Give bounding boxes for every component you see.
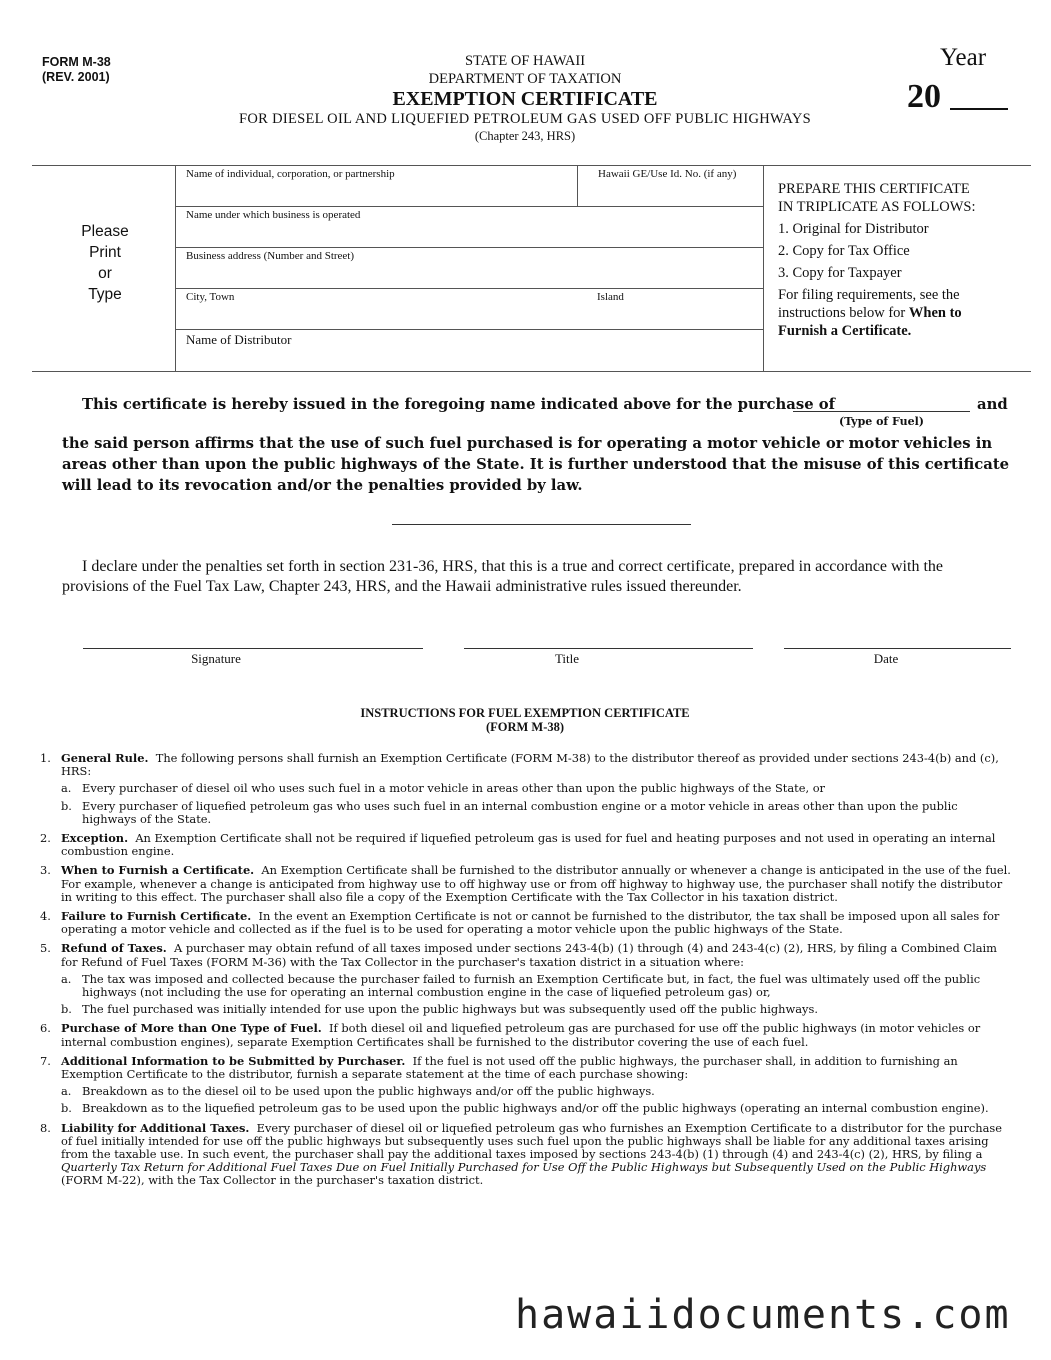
- instruction-number: 3.: [40, 863, 51, 878]
- instruction-subitem: [61, 1102, 1015, 1115]
- date-input[interactable]: [784, 648, 1011, 649]
- instruction-item: [40, 942, 1015, 1016]
- instruction-item: [40, 1122, 1015, 1188]
- business-address-field[interactable]: [176, 248, 762, 288]
- instruction-number: 7.: [40, 1053, 51, 1068]
- instruction-text: An Exemption Certificate shall be furnished to the distributor annually or whenever a change is anticipated in the use of the fuel. For example, whenever a change is anticipated from highway use to off highway use or from off highway to highway use, the purchaser shall notify the distributor in writing to this effect. The purchaser shall also file a copy of the Exemption Certificate with the Tax Collector in his taxation district.: [61, 863, 1011, 904]
- signature-label: Signature: [191, 651, 241, 666]
- please-print-note: [70, 221, 140, 305]
- instruction-text: An Exemption Certificate shall not be required if liquefied petroleum gas is used for fuel and heating purposes and not used in operating an internal combustion engine.: [61, 831, 996, 859]
- city-field-label: City, Town: [186, 291, 235, 303]
- date-label: Date: [873, 651, 899, 666]
- subitem-letter: b.: [61, 1002, 72, 1017]
- instruction-number: 8.: [40, 1120, 51, 1135]
- title-input[interactable]: [464, 648, 753, 649]
- subitem-text: Breakdown as to the diesel oil to be used upon the public highways and/or off the public highways.: [82, 1084, 655, 1099]
- title-label: Title: [554, 651, 580, 666]
- business-name-field[interactable]: [176, 207, 762, 247]
- instruction-heading: Failure to Furnish Certificate.: [61, 909, 252, 924]
- instruction-item: [40, 1022, 1015, 1048]
- instruction-heading: General Rule.: [61, 751, 149, 765]
- instruction-item: [40, 1055, 1015, 1116]
- affirm-statement: the said person affirms that the use of such fuel purchased is for operating a motor vehicle or motor vehicles in areas other than upon the public highways of the State. It is further understood that the misuse of this certificate will lead to its revocation and/or the penalties provided by law.: [62, 435, 1010, 494]
- instruction-subitem: [61, 973, 1015, 999]
- instructions-subtitle: (FORM M-38): [485, 720, 565, 734]
- prepare-item-1: 1. Original for Distributor: [778, 221, 929, 237]
- instruction-heading: Refund of Taxes.: [61, 941, 167, 956]
- instruction-number: 4.: [40, 909, 51, 924]
- instruction-heading: Purchase of More than One Type of Fuel.: [61, 1021, 322, 1036]
- ge-id-field-label: Hawaii GE/Use Id. No. (if any): [598, 168, 737, 180]
- state-name: STATE OF HAWAII: [464, 53, 586, 69]
- prepare-item-2: 2. Copy for Tax Office: [778, 243, 910, 259]
- subitem-text: The tax was imposed and collected because the purchaser failed to furnish an Exemption Certificate but, in fact, the fuel was ultimately used off the public highways (not including the use for operating an internal combustion engine in the case of liquefied petroleum gas) or,: [82, 971, 981, 1000]
- print-word: Print: [89, 244, 121, 261]
- prepare-item-3: 3. Copy for Taxpayer: [778, 265, 902, 281]
- please-word: Please: [81, 223, 129, 240]
- instruction-item: [40, 752, 1015, 826]
- form-right-divider: [763, 165, 764, 371]
- fuel-type-input[interactable]: [793, 411, 970, 412]
- instruction-text: A purchaser may obtain refund of all taxes imposed under sections 243-4(b) (1) through (4) and 243-4(c) (2), HRS, by filing a Combined Claim for Refund of Fuel Taxes (FORM M-36) with the Tax Collector in the purchaser's taxation district in a situation where:: [61, 941, 997, 969]
- island-field-label: Island: [597, 291, 624, 303]
- subitem-letter: a.: [61, 971, 72, 986]
- instruction-subitem: [61, 782, 1015, 795]
- instruction-item: [40, 864, 1015, 904]
- declaration-text: I declare under the penalties set forth in section 231-36, HRS, that this is a true and correct certificate, prepared in accordance with the provisions of the Fuel Tax Law, Chapter 243, HRS, and the Hawaii administrative rules issued thereunder.: [62, 558, 943, 595]
- year-input[interactable]: [950, 108, 1008, 110]
- prepare-line-2: IN TRIPLICATE AS FOLLOWS:: [778, 199, 976, 215]
- instructions-heading: [200, 706, 850, 734]
- city-field[interactable]: [176, 289, 586, 329]
- distributor-field-label: Name of Distributor: [186, 332, 292, 347]
- instructions-title: INSTRUCTIONS FOR FUEL EXEMPTION CERTIFICATE: [360, 706, 690, 720]
- or-word: or: [98, 265, 112, 282]
- filing-line-2: [778, 304, 976, 322]
- instruction-number: 5.: [40, 941, 51, 956]
- year-prefix: 20: [907, 78, 941, 115]
- form-title: EXEMPTION CERTIFICATE: [392, 88, 658, 110]
- instruction-heading: When to Furnish a Certificate.: [61, 863, 255, 878]
- filing-line-2-bold: When to: [908, 305, 962, 321]
- subitem-letter: a.: [61, 1084, 72, 1099]
- instructions-list: [40, 752, 1015, 1194]
- and-word: and: [977, 396, 1008, 413]
- instruction-heading: Liability for Additional Taxes.: [61, 1120, 250, 1135]
- subitem-letter: b.: [61, 1101, 72, 1116]
- instruction-number: 6.: [40, 1021, 51, 1036]
- instruction-number: 2.: [40, 831, 51, 846]
- form-m22-title: Quarterly Tax Return for Additional Fuel Taxes Due on Fuel Initially Purchased for Use Off the Public Highways but Subsequently Used on the Public Highways: [61, 1160, 987, 1175]
- issued-statement: This certificate is hereby issued in the foregoing name indicated above for the purchase of: [82, 396, 836, 413]
- filing-line-2-text: instructions below for: [778, 305, 906, 321]
- name-field-label: Name of individual, corporation, or partnership: [186, 168, 395, 180]
- name-field[interactable]: [176, 166, 576, 206]
- island-field[interactable]: [586, 289, 762, 329]
- instruction-heading: Additional Information to be Submitted by Purchaser.: [61, 1053, 406, 1068]
- instruction-text: The following persons shall furnish an Exemption Certificate (FORM M-38) to the distributor thereof as provided under sections 243-4(b) and (c), HRS:: [61, 751, 999, 779]
- instruction-subitem: [61, 800, 1015, 826]
- filing-line-3: Furnish a Certificate.: [778, 323, 912, 339]
- instruction-text: In the event an Exemption Certificate is not or cannot be furnished to the distributor, the tax shall be imposed upon all sales for operating a motor vehicle and collected as if the fuel is to be used for operating a motor vehicle upon the public highways of the State.: [61, 909, 1000, 937]
- filing-line-1: For filing requirements, see the: [778, 287, 960, 303]
- form-bottom-border: [32, 371, 1031, 372]
- statement-separator: [392, 524, 691, 525]
- instruction-item: [40, 832, 1015, 858]
- instruction-number: 1.: [40, 751, 51, 765]
- year-label: Year: [940, 44, 987, 71]
- instruction-text: If both diesel oil and liquefied petroleum gas are purchased for use off the public highways (in motor vehicles or internal combustion engines), separate Exemption Certificates shall be furnished to the distributor covering the use of each fuel.: [61, 1021, 981, 1049]
- chapter-reference: (Chapter 243, HRS): [474, 129, 576, 143]
- prepare-instructions: [778, 180, 976, 340]
- subitem-text: The fuel purchased was initially intended for use upon the public highways but was subsequently used off the public highways.: [82, 1002, 818, 1017]
- subitem-text: Every purchaser of diesel oil who uses such fuel in a motor vehicle in areas other than upon the public highways of the State, or: [82, 781, 825, 796]
- form-number: FORM M-38: [42, 55, 111, 69]
- ge-id-field[interactable]: [578, 166, 762, 206]
- department-name: DEPARTMENT OF TAXATION: [428, 71, 622, 87]
- subitem-letter: b.: [61, 798, 72, 813]
- prepare-line-1: PREPARE THIS CERTIFICATE: [778, 181, 970, 197]
- instruction-subitem: [61, 1085, 1015, 1098]
- distributor-field[interactable]: [176, 330, 762, 370]
- watermark-text: hawaiidocuments.com: [515, 1292, 1011, 1338]
- form-subtitle: FOR DIESEL OIL AND LIQUEFIED PETROLEUM GAS USED OFF PUBLIC HIGHWAYS: [239, 111, 811, 127]
- instruction-text-end: (FORM M-22), with the Tax Collector in the purchaser's taxation district.: [61, 1173, 484, 1188]
- subitem-text: Every purchaser of liquefied petroleum gas who uses such fuel in an internal combustion engine or a motor vehicle in areas other than upon the public highways of the State.: [82, 798, 958, 826]
- instruction-item: [40, 910, 1015, 936]
- signature-input[interactable]: [83, 648, 423, 649]
- business-address-field-label: Business address (Number and Street): [186, 250, 355, 262]
- form-number-block: [42, 55, 111, 85]
- business-name-field-label: Name under which business is operated: [186, 209, 361, 221]
- instruction-text: Every purchaser of diesel oil or liquefied petroleum gas who furnishes an Exemption Certificate to a distributor for the purchase of fuel initially intended for use off the public highways but subsequently uses such fuel upon the public highways shall be liable for any additional taxes arising from the taxable use. In such event, the purchaser shall pay the additional taxes imposed by sections 243-4(b) (1) through (4) and 243-4(c) (2), HRS, by filing a: [61, 1120, 1003, 1162]
- instruction-text: If the fuel is not used off the public highways, the purchaser shall, in addition to furnishing an Exemption Certificate to the distributor, furnish a separate statement at the time of each purchase showing:: [61, 1053, 958, 1082]
- type-of-fuel-label: (Type of Fuel): [839, 415, 924, 428]
- instruction-heading: Exception.: [61, 831, 129, 846]
- subitem-letter: a.: [61, 781, 72, 796]
- instruction-subitem: [61, 1003, 1015, 1016]
- form-revision: (REV. 2001): [42, 70, 110, 84]
- type-word: Type: [88, 286, 122, 303]
- subitem-text: Breakdown as to the liquefied petroleum gas to be used upon the public highways and/or off the public highways (operating an internal combustion engine).: [82, 1101, 989, 1116]
